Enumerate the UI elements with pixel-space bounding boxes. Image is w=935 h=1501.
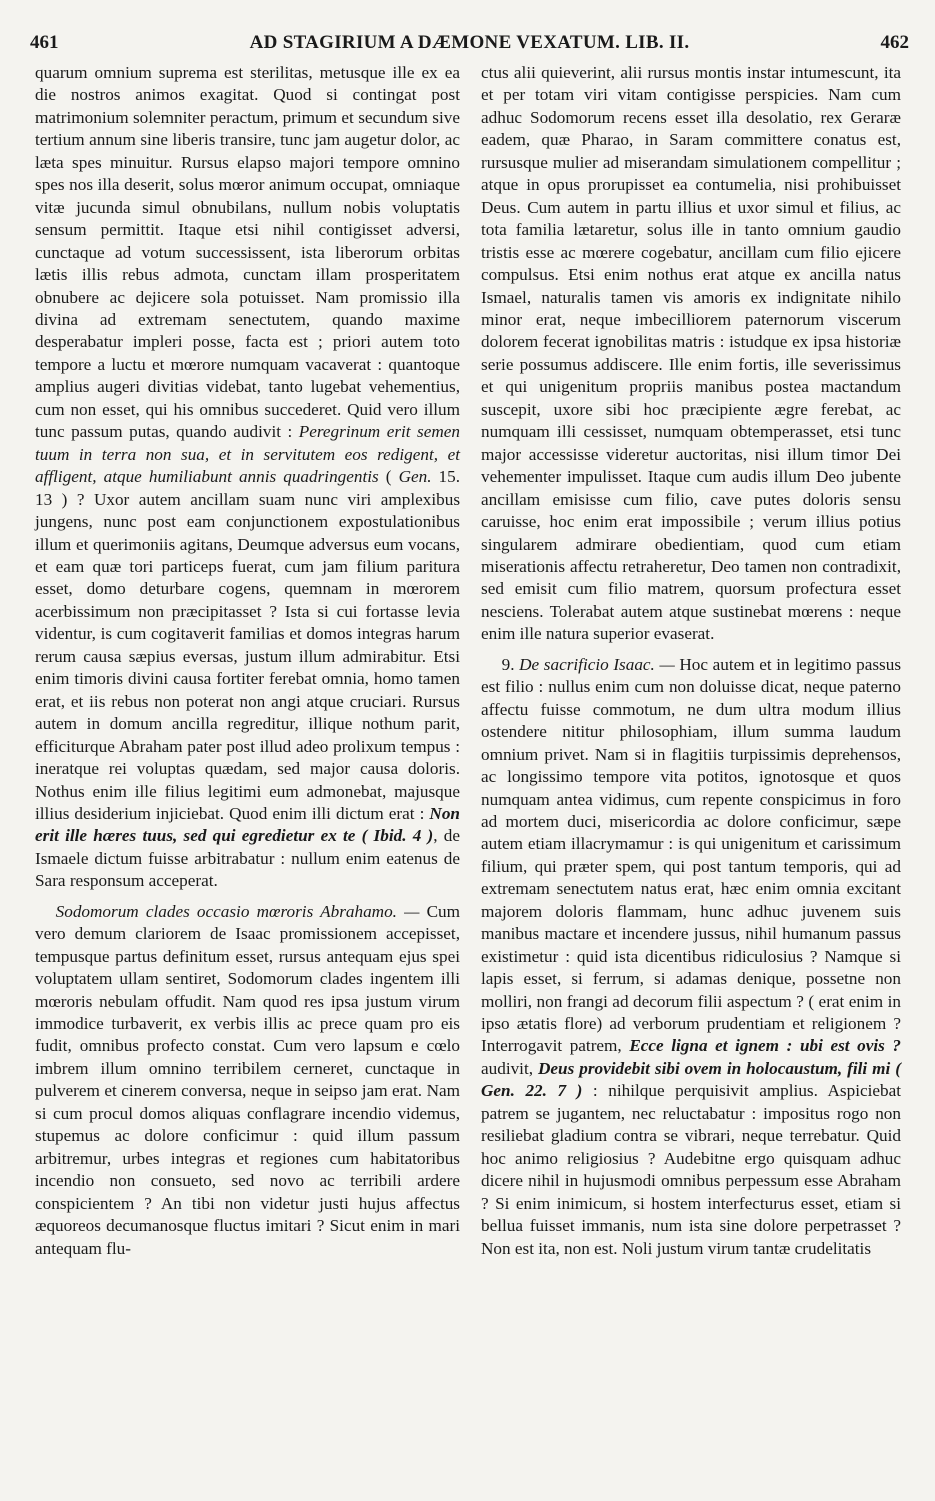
paragraph bbox=[481, 654, 901, 1260]
body-text: Hoc autem et in legitimo passus est filio : nullus enim cum non doluisse dicat, neque paterno affectu fuisse commotum, ne dum ultra modum illius ostendere nititur philosophiam, illum summa laudum omnium privet. Nam si in flagitiis turpissimis deprehensos, ac longissimo tempore vita potitos, ignotosque et quos numquam antea vidimus, cum repente conspicimus in foro ad mortem duci, misericordia ac dolore conficimur, sæpe autem etiam illacrymamur : is qui unigenitum et carissimum filium, qui præter spem, qui post tantum temporis, qui ad extremam senectutem natus erat, hæc enim omnia excitant majorem doloris flammam, hunc adhuc juvenem suis manibus mactare et incendere jussus, nihil humanum passus existimetur : quid ista dicentibus ridiculosius ? Namque si lapis esset, si ferrum, si adamas denique, possetne non molliri, non frangi ad decorum filii aspectum ? ( erat enim in ipso ætatis flore) ad verborum prudentiam et religionem ? Interrogavit patrem, bbox=[481, 654, 902, 1056]
body-text: audivit, bbox=[481, 1058, 534, 1078]
body-text: , de Ismaele dictum fuisse arbitrabatur : nullum enim eatenus de Sara responsum acceperat. bbox=[35, 826, 460, 891]
section-heading: Sodomorum clades occasio mœroris Abrahamo. — bbox=[55, 901, 420, 921]
body-text: Uxor autem ancillam suam nunc viri amplexibus jungens, nunc post eam conjunctionem expostulationibus illum et querimoniis agitans, Deumque adversus eum vocans, et eam quæ tori particeps fuerat, cum jam filium paritura esset, domo deturbare cogens, quemnam in mœrorem acerbissimum non præcipitasset ? Ista si cui fortasse levia videntur, is cum cogitaverit familias et domos integras harum rerum causa sæpius eversas, justum illum admirabitur. Etsi enim timoris divini causa fortiter ferebat omnia, homo tamen erat, et iis rebus non poterat non angi atque cruciari. Rursus autem in domum ancilla regreditur, illique nothum parit, efficiturque Abraham pater post illud adeo prolixum tempus : ineratque rei voluptas quædam, sed major causa doloris. Nothus enim ille filius legitimi eum admonebat, majusque illius desiderium injiciebat. Quod enim illi dictum erat : bbox=[35, 489, 461, 823]
reference-close: ) ? bbox=[61, 489, 85, 509]
page-number-left: 461 bbox=[30, 32, 59, 53]
scripture-quote: Non erit ille hæres tuus, sed qui egredietur ex te bbox=[35, 803, 460, 846]
reference-open: ( bbox=[385, 467, 392, 487]
paragraph bbox=[35, 62, 460, 893]
body-text: Cum vero demum clariorem de Isaac promissionem accepisset, tempusque partus definitum esset, rursus antequam ejus spei voluptatem ullam sentiret, Sodomorum clades ingentem illi mœroris nebulam offudit. Nam quod res ipsa justum virum immodice turbaverit, ex verbis illis ac prece quam pro eis fudit, omnibus profecto constat. Cum vero lapsum e cœlo imbrem illum omnino terribilem cerneret, cunctaque in pulverem et cinerem conversa, neque in seipso jam erat. Nam si cum procul domos aliquas conflagrare incendio videmus, stupemus ac dolore conficimur : quid illum passum arbitremur, urbes integras et regiones cum habitatoribus incendio non consueto, sed novo ac terribili ardere conspicientem ? An tibi non videtur justi hujus affectus æquoreos decumanosque fluctus imitari ? Sicut enim in mari antequam flu- bbox=[35, 901, 460, 1258]
running-header bbox=[30, 32, 909, 62]
body-text: ctus alii quieverint, alii rursus montis instar intumescunt, ita et per totam viri vitam contigisse perspicies. Nam cum adhuc Sodomorum recens esset illa desolatio, rex Geraræ eadem, quæ Pharao, in Saram committere conatus est, rursusque mulier ad miserandam simulationem compellitur ; atque in opus prorupisset ea contumelia, nisi prohibuisset Deus. Cum autem in partu illius et uxor simul et filius, ac tota familia lætaretur, solus ille in tanto omnium gaudio tristis esse ac mœrere cogebatur, ancillam cum filio ejicere compulsus. Etsi enim nothus erat atque ex ancilla natus Ismael, naturalis tamen vis amoris ex indignitate nihilo minor erat, neque imbecilliorem paternorum viscerum dolorem fecerat ignobilitas matris : istudque ex ipsa historiæ serie possumus addiscere. Ille enim fortis, ille severissimus et qui unigenitum propriis manibus postea mactandum suscepit, uxore sibi hoc præcipiente ægre ferebat, ac numquam illi cessisset, numquam obtemperasset, etsi tunc major accessisse videretur auctoritas, nisi illum timor Dei vehementer impulisset. Itaque cum audis illum Deo jubente ancillam emisisse cum filio, cave putes doloris sensu caruisse, hoc enim erat impossibile ; verum illius potius singularem admirare obedientiam, quod cum etiam miserationis affectu retraheretur, Deo tamen non contradixit, sed emisit cum filio matrem, quorsum profectura esset nesciens. Tolerabat autem atque sustinebat mœrens : neque enim ille natura superior evaserat. bbox=[481, 63, 901, 644]
scripture-quote: Peregrinum erit semen tuum in terra non sua, et in servitutem eos redigent, et affligent, atque humiliabunt annis quadringentis bbox=[35, 422, 460, 487]
scripture-quote: Ecce ligna et ignem : ubi est ovis ? bbox=[629, 1036, 901, 1056]
section-number: 9. bbox=[501, 654, 515, 674]
page-number-right: 462 bbox=[880, 32, 909, 53]
reference: ( Ibid. 4 ) bbox=[361, 826, 434, 846]
reference-number: 15. 13 bbox=[35, 467, 461, 509]
paragraph bbox=[481, 62, 901, 646]
scripture-quote: Deus providebit sibi ovem in holocaustum, fili mi bbox=[538, 1058, 891, 1078]
body-text: quarum omnium suprema est sterilitas, metusque ille ex ea die nostros animos exagitat. Quod si contingat post matrimonium solemniter peractum, primum et secundum sive tertium annum sine liberis transire, tunc jam augetur dolor, ac læta spes minuitur. Rursus elapso majori tempore omnino spes nos illa deserit, solus mœror animum occupat, omniaque vitæ jucunda simul obnubilans, nullum nobis voluptatis sensum permittit. Itaque etsi nihil contigisset adversi, cunctaque ad votum successissent, ista liberorum orbitas lætis illis rebus admota, cunctam illam prosperitatem obnubere ac dejicere sola potuisset. Nam promissio illa divina ad extremam senectutem, quando maxime desperabatur impleri posse, facta est ; priori autem toto tempore a luctu et mœrore numquam vacaverat : quantoque amplius augeri divitias videbat, tanto lugebat vehementius, cum non esset, qui his omnibus succederet. Quid vero illum tunc passum putas, quando audivit : bbox=[35, 63, 460, 442]
section-heading: De sacrificio Isaac. — bbox=[519, 654, 675, 674]
paragraph bbox=[35, 901, 460, 1260]
reference-book: Gen. bbox=[398, 467, 432, 487]
left-column bbox=[35, 62, 460, 1260]
running-title: AD STAGIRIUM A DÆMONE VEXATUM. LIB. II. bbox=[249, 32, 690, 53]
body-text: : nihilque perquisivit amplius. Aspiciebat patrem se jugantem, nec reluctabatur : impositus rogo non resiliebat gladium contra se vibrari, neque terrebatur. Quid hoc animo religiosius ? Audebitne ergo quisquam adhuc dicere nihil in hujusmodi omnibus perpessum esse Abraham ? Si enim inimicum, si hostem interfecturus esset, etiam si bellua fuisset immanis, num ista sine dolore perpetrasset ? Non est ita, non est. Noli justum virum tantæ crudelitatis bbox=[481, 1081, 902, 1258]
right-column bbox=[481, 62, 901, 1260]
reference: ( Gen. 22. 7 ) bbox=[481, 1058, 901, 1101]
